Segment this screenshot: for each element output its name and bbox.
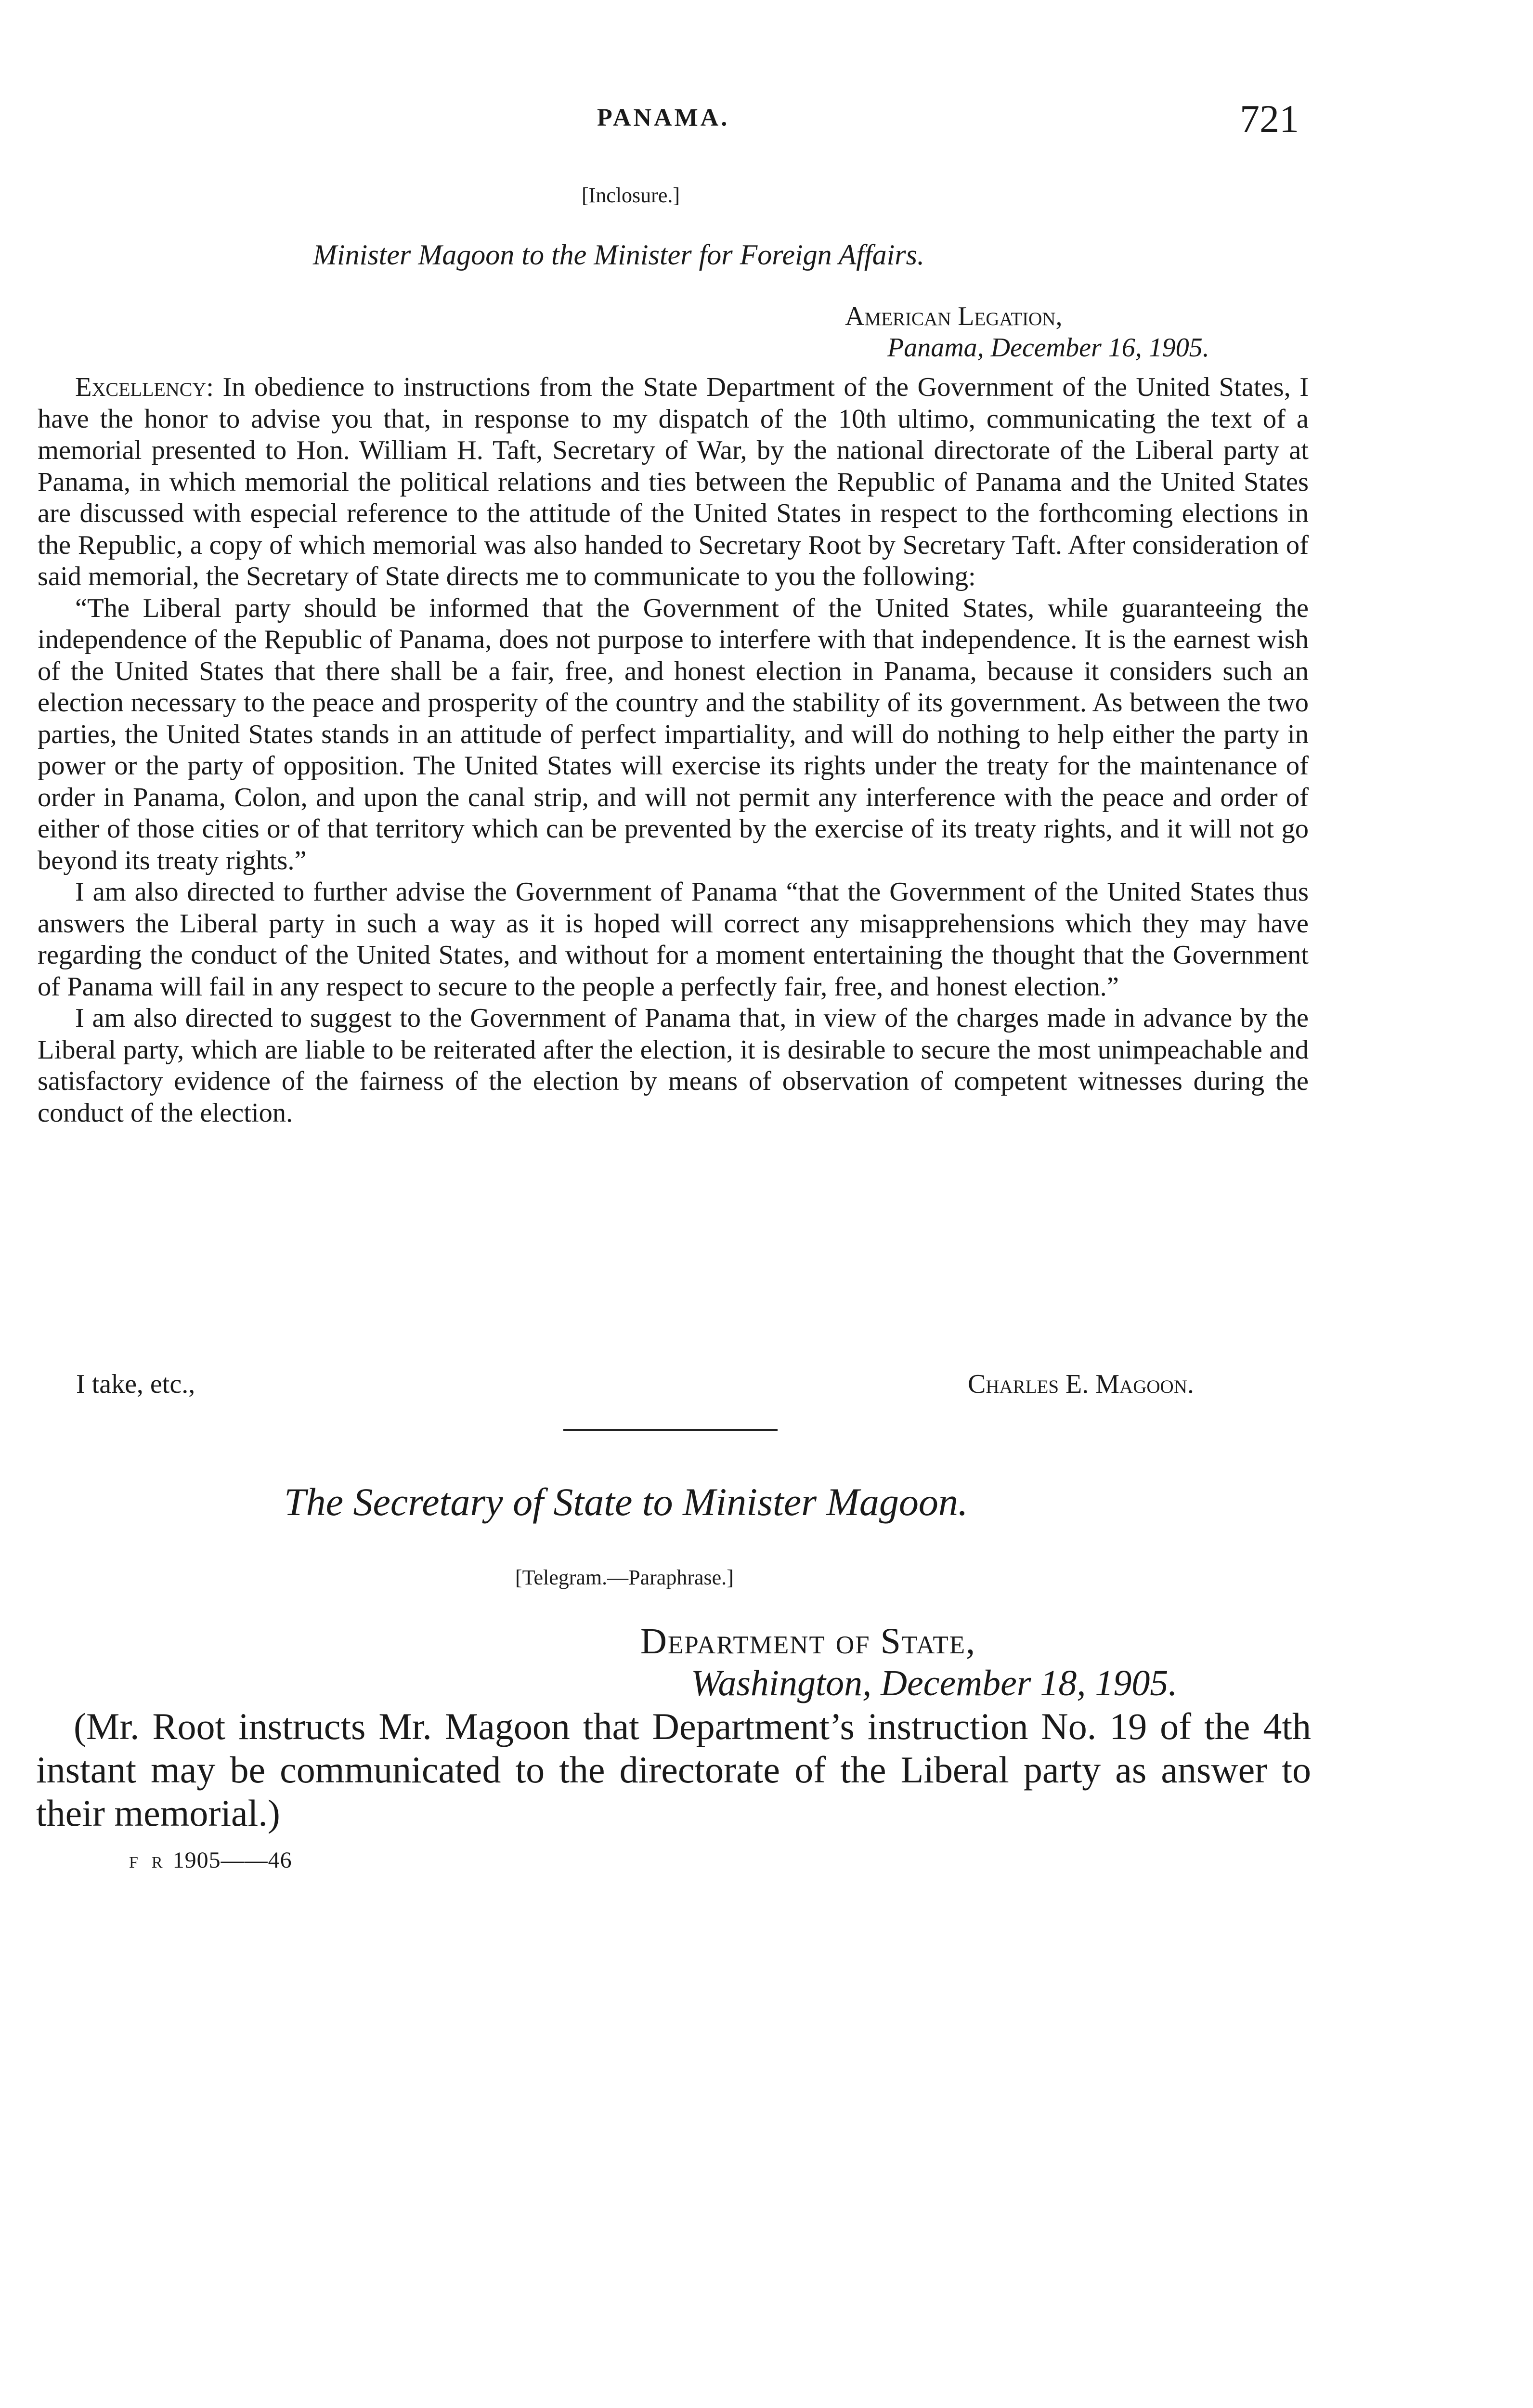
letter1-closing: I take, etc., xyxy=(76,1369,195,1399)
letter1-paragraph xyxy=(38,372,1309,593)
section-divider xyxy=(563,1429,778,1431)
signature-mark xyxy=(129,1847,292,1873)
paragraph-text: In obedience to instructions from the State Department of the Government of the United States, I have the honor to advise you that, in response to my dispatch of the 10th ultimo, communicating the text of a memorial presented to Hon. William H. Taft, Secretary of War, by the national directorate of the Liberal party at Panama, in which memorial the political relations and ties between the Republic of Panama and the United States are discussed with especial reference to the attitude of the United States in respect to the forthcoming elections in the Republic, a copy of which memorial was also handed to Secretary Root by Secretary Taft. After consideration of said memorial, the Secretary of State directs me to communicate to you the following: xyxy=(38,372,1309,591)
signature-number: 1905——46 xyxy=(172,1847,292,1873)
letter1-dateline-org: American Legation, xyxy=(845,301,1063,331)
letter1-paragraph: I am also directed to further advise the Government of Panama “that the Government of the United States thus answers the Liberal party in such a way as it is hoped will correct any misapprehensions which they may have regarding the conduct of the United States, and without for a moment entertaining the thought that the Government of Panama will fail in any respect to secure to the people a perfectly fair, free, and honest election.” xyxy=(38,877,1309,1002)
letter1-heading: Minister Magoon to the Minister for Foreign Affairs. xyxy=(313,239,924,271)
letter1-signature: Charles E. Magoon. xyxy=(968,1369,1194,1399)
telegram-label: [Telegram.—Paraphrase.] xyxy=(515,1566,734,1589)
summary-paragraph: (Mr. Root instructs Mr. Magoon that Department’s instruction No. 19 of the 4th instant may be communicated to the directorate of the Liberal party as answer to their memorial.) xyxy=(36,1705,1311,1834)
page-number: 721 xyxy=(1240,97,1299,141)
letter2-dateline-org: Department of State, xyxy=(640,1621,976,1662)
letter2-heading: The Secretary of State to Minister Magoon. xyxy=(284,1480,968,1524)
salutation: Excellency: xyxy=(75,372,214,402)
letter1-paragraph: I am also directed to suggest to the Government of Panama that, in view of the charges made in advance by the Liberal party, which are liable to be reiterated after the election, it is desirable to secure the most unimpeachable and satisfactory evidence of the fairness of the election by means of observation of competent witnesses during the conduct of the election. xyxy=(38,1003,1309,1128)
inclosure-label: [Inclosure.] xyxy=(582,183,680,207)
letter2-dateline-date: Washington, December 18, 1905. xyxy=(691,1663,1178,1703)
letter2-summary xyxy=(36,1705,1311,1835)
letter1-dateline-date: Panama, December 16, 1905. xyxy=(887,333,1209,363)
running-head: PANAMA. xyxy=(597,104,730,131)
signature-code: f r xyxy=(129,1847,167,1873)
letter1-paragraph: “The Liberal party should be informed that the Government of the United States, while guaranteeing the independence of the Republic of Panama, does not purpose to interfere with that independence. It is the earnest wish of the United States that there shall be a fair, free, and honest election in Panama, because it considers such an election necessary to the peace and prosperity of the country and the stability of its government. As between the two parties, the United States stands in an attitude of perfect impartiality, and will do nothing to help either the party in power or the party of opposition. The United States will exercise its rights under the treaty for the maintenance of order in Panama, Colon, and upon the canal strip, and will not permit any interference with the peace and order of either of those cities or of that territory which can be prevented by the exercise of its treaty rights, and it will not go beyond its treaty rights.” xyxy=(38,593,1309,876)
letter1-body xyxy=(38,372,1309,1129)
